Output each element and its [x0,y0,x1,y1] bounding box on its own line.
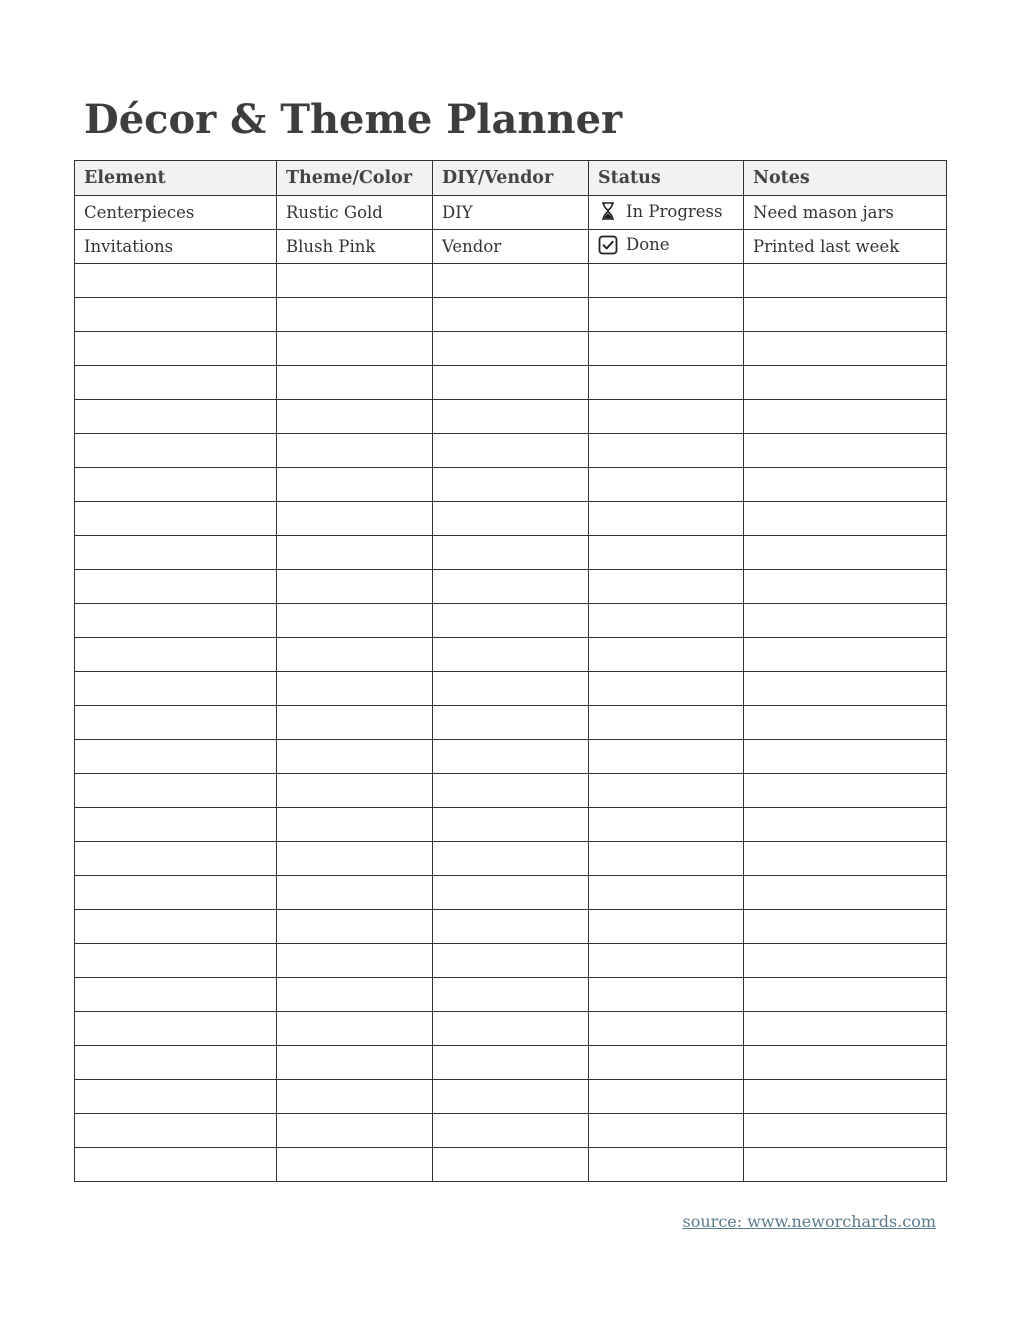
empty-table-row [75,536,947,570]
cell-element[interactable] [75,536,277,570]
column-header-status: Status [589,161,744,196]
cell-status[interactable] [589,842,744,876]
cell-theme-color[interactable] [277,910,433,944]
cell-element[interactable] [75,1012,277,1046]
cell-status[interactable] [589,706,744,740]
cell-notes[interactable] [744,502,947,536]
cell-status[interactable] [589,1046,744,1080]
cell-diy-vendor[interactable] [433,1148,589,1182]
status-in-progress [598,201,722,221]
cell-diy-vendor[interactable] [433,706,589,740]
cell-notes[interactable] [744,604,947,638]
cell-element[interactable] [75,468,277,502]
empty-table-row [75,570,947,604]
cell-notes[interactable] [744,672,947,706]
cell-theme-color[interactable] [277,298,433,332]
cell-diy-vendor[interactable] [433,604,589,638]
cell-status[interactable] [589,740,744,774]
cell-theme-color[interactable] [277,1012,433,1046]
empty-table-row [75,604,947,638]
cell-element[interactable] [75,264,277,298]
cell-diy-vendor[interactable] [433,400,589,434]
cell-element[interactable] [75,774,277,808]
cell-status[interactable] [589,604,744,638]
cell-status[interactable] [589,400,744,434]
cell-diy-vendor[interactable] [433,842,589,876]
cell-status[interactable] [589,978,744,1012]
cell-theme-color[interactable]: Rustic Gold [277,196,433,230]
planner-table [74,160,947,1182]
empty-table-row [75,502,947,536]
cell-diy-vendor[interactable] [433,910,589,944]
cell-diy-vendor[interactable] [433,1046,589,1080]
cell-theme-color[interactable] [277,672,433,706]
cell-status[interactable] [589,502,744,536]
cell-notes[interactable] [744,910,947,944]
cell-notes[interactable] [744,468,947,502]
cell-notes[interactable] [744,400,947,434]
cell-theme-color[interactable] [277,604,433,638]
cell-notes[interactable] [744,298,947,332]
cell-element[interactable] [75,332,277,366]
cell-diy-vendor[interactable] [433,332,589,366]
cell-notes[interactable] [744,1046,947,1080]
cell-status[interactable] [589,298,744,332]
cell-notes[interactable] [744,1148,947,1182]
cell-diy-vendor[interactable] [433,740,589,774]
cell-notes[interactable]: Printed last week [744,230,947,264]
cell-diy-vendor[interactable] [433,944,589,978]
empty-table-row [75,706,947,740]
cell-element[interactable] [75,706,277,740]
cell-status[interactable] [589,638,744,672]
cell-notes[interactable] [744,808,947,842]
cell-status[interactable] [589,672,744,706]
cell-diy-vendor[interactable] [433,502,589,536]
cell-element[interactable] [75,740,277,774]
empty-table-row [75,298,947,332]
cell-status[interactable] [589,434,744,468]
cell-element[interactable] [75,910,277,944]
cell-diy-vendor[interactable] [433,570,589,604]
status-label: Done [626,235,670,254]
cell-diy-vendor[interactable] [433,1012,589,1046]
cell-theme-color[interactable] [277,1148,433,1182]
table-row [75,196,947,230]
cell-diy-vendor[interactable]: Vendor [433,230,589,264]
empty-table-row [75,264,947,298]
cell-element[interactable] [75,400,277,434]
column-header-element: Element [75,161,277,196]
empty-table-row [75,876,947,910]
cell-theme-color[interactable] [277,944,433,978]
cell-theme-color[interactable] [277,638,433,672]
cell-notes[interactable] [744,332,947,366]
cell-element[interactable] [75,604,277,638]
cell-diy-vendor[interactable] [433,774,589,808]
cell-theme-color[interactable] [277,400,433,434]
empty-table-row [75,1114,947,1148]
cell-notes[interactable] [744,264,947,298]
cell-element[interactable] [75,1080,277,1114]
cell-element[interactable]: Centerpieces [75,196,277,230]
cell-diy-vendor[interactable] [433,1114,589,1148]
empty-table-row [75,808,947,842]
table-row [75,230,947,264]
empty-table-row [75,400,947,434]
cell-status[interactable] [589,468,744,502]
cell-status[interactable] [589,196,744,230]
cell-theme-color[interactable] [277,706,433,740]
cell-theme-color[interactable] [277,332,433,366]
empty-table-row [75,740,947,774]
cell-theme-color[interactable] [277,1046,433,1080]
cell-notes[interactable] [744,740,947,774]
cell-element[interactable] [75,672,277,706]
empty-table-row [75,910,947,944]
cell-theme-color[interactable] [277,434,433,468]
cell-status[interactable] [589,570,744,604]
cell-element[interactable] [75,876,277,910]
empty-table-row [75,366,947,400]
cell-theme-color[interactable] [277,264,433,298]
cell-diy-vendor[interactable] [433,434,589,468]
cell-element[interactable] [75,1114,277,1148]
cell-notes[interactable] [744,366,947,400]
cell-notes[interactable] [744,536,947,570]
empty-table-row [75,1012,947,1046]
cell-notes[interactable] [744,434,947,468]
cell-element[interactable] [75,434,277,468]
cell-status[interactable] [589,366,744,400]
cell-status[interactable] [589,876,744,910]
cell-status[interactable] [589,230,744,264]
cell-status[interactable] [589,536,744,570]
page-title: Décor & Theme Planner [84,96,623,143]
cell-element[interactable] [75,570,277,604]
cell-diy-vendor[interactable] [433,536,589,570]
cell-status[interactable] [589,910,744,944]
cell-element[interactable] [75,978,277,1012]
cell-theme-color[interactable] [277,468,433,502]
cell-theme-color[interactable] [277,774,433,808]
source-link[interactable]: source: www.neworchards.com [682,1212,936,1231]
cell-theme-color[interactable] [277,536,433,570]
cell-notes[interactable] [744,1012,947,1046]
table-header-row [75,161,947,196]
empty-table-row [75,842,947,876]
cell-notes[interactable]: Need mason jars [744,196,947,230]
cell-status[interactable] [589,1012,744,1046]
cell-status[interactable] [589,1080,744,1114]
cell-diy-vendor[interactable]: DIY [433,196,589,230]
cell-theme-color[interactable] [277,570,433,604]
cell-element[interactable] [75,808,277,842]
cell-element[interactable]: Invitations [75,230,277,264]
empty-table-row [75,638,947,672]
cell-diy-vendor[interactable] [433,638,589,672]
cell-theme-color[interactable] [277,978,433,1012]
cell-element[interactable] [75,502,277,536]
cell-notes[interactable] [744,944,947,978]
cell-status[interactable] [589,1148,744,1182]
column-header-diy-vendor: DIY/Vendor [433,161,589,196]
cell-theme-color[interactable] [277,740,433,774]
empty-table-row [75,672,947,706]
cell-notes[interactable] [744,1114,947,1148]
cell-element[interactable] [75,298,277,332]
cell-notes[interactable] [744,1080,947,1114]
cell-theme-color[interactable] [277,876,433,910]
cell-status[interactable] [589,944,744,978]
status-done [598,235,670,255]
cell-theme-color[interactable] [277,808,433,842]
cell-notes[interactable] [744,706,947,740]
cell-notes[interactable] [744,978,947,1012]
cell-diy-vendor[interactable] [433,366,589,400]
cell-diy-vendor[interactable] [433,298,589,332]
cell-status[interactable] [589,1114,744,1148]
cell-element[interactable] [75,944,277,978]
cell-notes[interactable] [744,638,947,672]
column-header-notes: Notes [744,161,947,196]
empty-table-row [75,332,947,366]
empty-table-row [75,1046,947,1080]
cell-status[interactable] [589,264,744,298]
cell-element[interactable] [75,1046,277,1080]
cell-diy-vendor[interactable] [433,672,589,706]
cell-status[interactable] [589,774,744,808]
cell-notes[interactable] [744,842,947,876]
cell-element[interactable] [75,842,277,876]
cell-theme-color[interactable]: Blush Pink [277,230,433,264]
cell-status[interactable] [589,808,744,842]
cell-diy-vendor[interactable] [433,808,589,842]
cell-element[interactable] [75,638,277,672]
cell-diy-vendor[interactable] [433,1080,589,1114]
cell-theme-color[interactable] [277,502,433,536]
column-header-theme-color: Theme/Color [277,161,433,196]
status-label: In Progress [626,201,723,221]
empty-table-row [75,1080,947,1114]
cell-notes[interactable] [744,876,947,910]
cell-notes[interactable] [744,570,947,604]
checkbox-checked-icon [598,235,618,255]
cell-theme-color[interactable] [277,1114,433,1148]
cell-diy-vendor[interactable] [433,468,589,502]
cell-element[interactable] [75,1148,277,1182]
cell-diy-vendor[interactable] [433,978,589,1012]
empty-table-row [75,944,947,978]
cell-diy-vendor[interactable] [433,876,589,910]
empty-table-row [75,978,947,1012]
cell-diy-vendor[interactable] [433,264,589,298]
empty-table-row [75,468,947,502]
cell-status[interactable] [589,332,744,366]
empty-table-row [75,774,947,808]
cell-notes[interactable] [744,774,947,808]
cell-theme-color[interactable] [277,366,433,400]
cell-theme-color[interactable] [277,842,433,876]
cell-theme-color[interactable] [277,1080,433,1114]
hourglass-icon [598,201,618,221]
empty-table-row [75,1148,947,1182]
cell-element[interactable] [75,366,277,400]
empty-table-row [75,434,947,468]
